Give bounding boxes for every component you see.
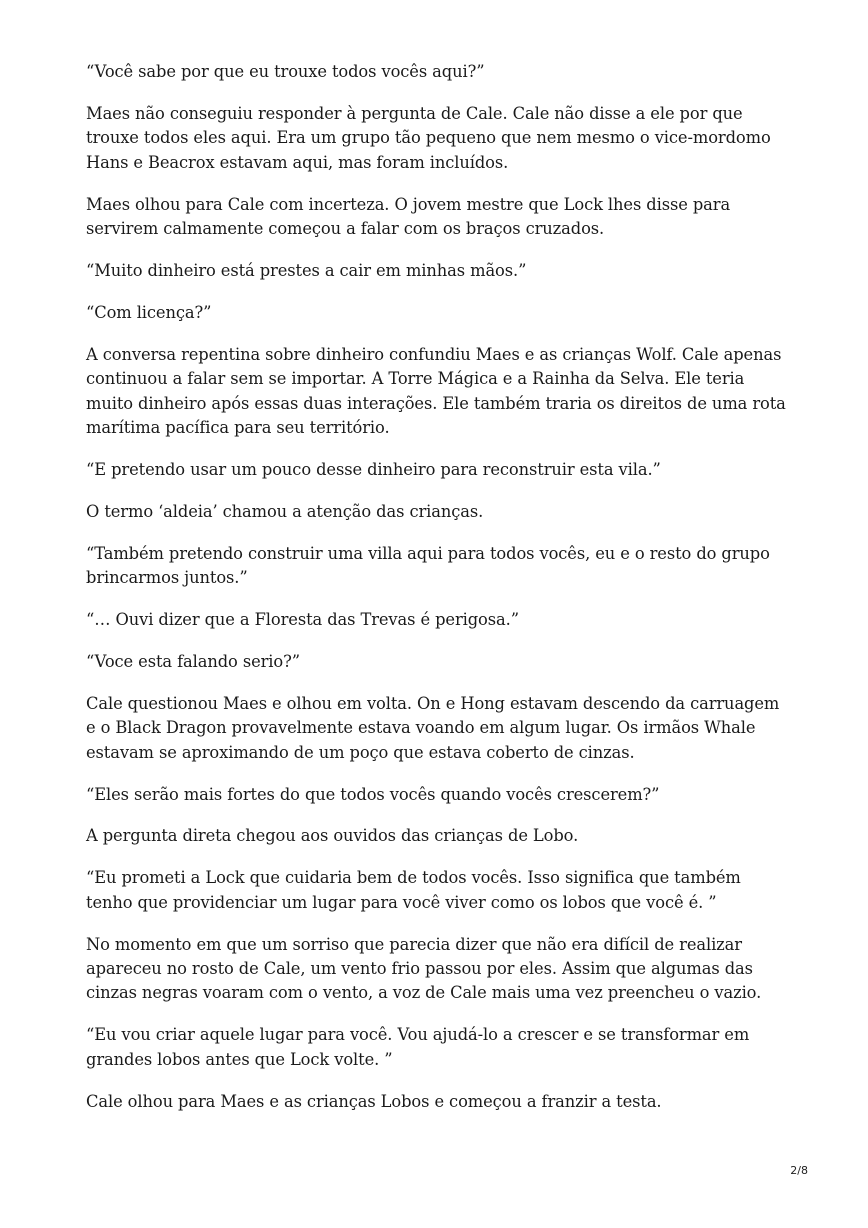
paragraph: Cale olhou para Maes e as crianças Lobos e começou a franzir a testa. xyxy=(86,1091,662,1111)
paragraph: “Eles serão mais fortes do que todos vocês quando vocês crescerem?” xyxy=(86,784,660,804)
paragraph: “Você sabe por que eu trouxe todos vocês aqui?” xyxy=(86,62,485,81)
paragraph: “Eu vou criar aquele lugar para você. Vou ajudá-lo a crescer e se transformar em grandes lobos antes que Lock volte. ” xyxy=(86,1025,750,1069)
paragraph: “Voce esta falando serio?” xyxy=(86,651,300,671)
page-number: 2/8 xyxy=(790,1164,808,1177)
paragraph: “Com licença?” xyxy=(86,302,212,322)
paragraph: A pergunta direta chegou aos ouvidos das crianças de Lobo. xyxy=(86,826,579,846)
paragraph: “Também pretendo construir uma villa aqui para todos vocês, eu e o resto do grupo brincarmos juntos.” xyxy=(86,543,770,588)
paragraph: A conversa repentina sobre dinheiro confundiu Maes e as crianças Wolf. Cale apenas continuou a falar sem se importar. A Torre Mágica e a Rainha da Selva. Ele teria muito dinheiro após essas duas interações. Ele também traria os direitos de uma rota marítima pacífica para seu território. xyxy=(86,344,786,437)
paragraph: Maes olhou para Cale com incerteza. O jovem mestre que Lock lhes disse para servirem calmamente começou a falar com os braços cruzados. xyxy=(86,194,731,239)
paragraph: No momento em que um sorriso que parecia dizer que não era difícil de realizar apareceu no rosto de Cale, um vento frio passou por eles. Assim que algumas das cinzas negras voaram com o vento, a voz de Cale mais uma vez preencheu o vazio. xyxy=(86,934,762,1003)
paragraph: Maes não conseguiu responder à pergunta de Cale. Cale não disse a ele por que trouxe todos eles aqui. Era um grupo tão pequeno que nem mesmo o vice-mordomo Hans e Beacrox estavam aqui, mas foram incluídos. xyxy=(86,103,771,172)
document-page xyxy=(86,60,786,1132)
paragraph: O termo ‘aldeia’ chamou a atenção das crianças. xyxy=(86,501,484,521)
paragraph: Cale questionou Maes e olhou em volta. On e Hong estavam descendo da carruagem e o Black Dragon provavelmente estava voando em algum lugar. Os irmãos Whale estavam se aproximando de um poço que estava coberto de cinzas. xyxy=(86,693,780,762)
paragraph: “Eu prometi a Lock que cuidaria bem de todos vocês. Isso significa que também tenho que providenciar um lugar para você viver como os lobos que você é. ” xyxy=(86,868,741,912)
paragraph: “E pretendo usar um pouco desse dinheiro para reconstruir esta vila.” xyxy=(86,459,661,479)
paragraph: “Muito dinheiro está prestes a cair em minhas mãos.” xyxy=(86,260,527,280)
paragraph: “… Ouvi dizer que a Floresta das Trevas é perigosa.” xyxy=(86,610,519,629)
